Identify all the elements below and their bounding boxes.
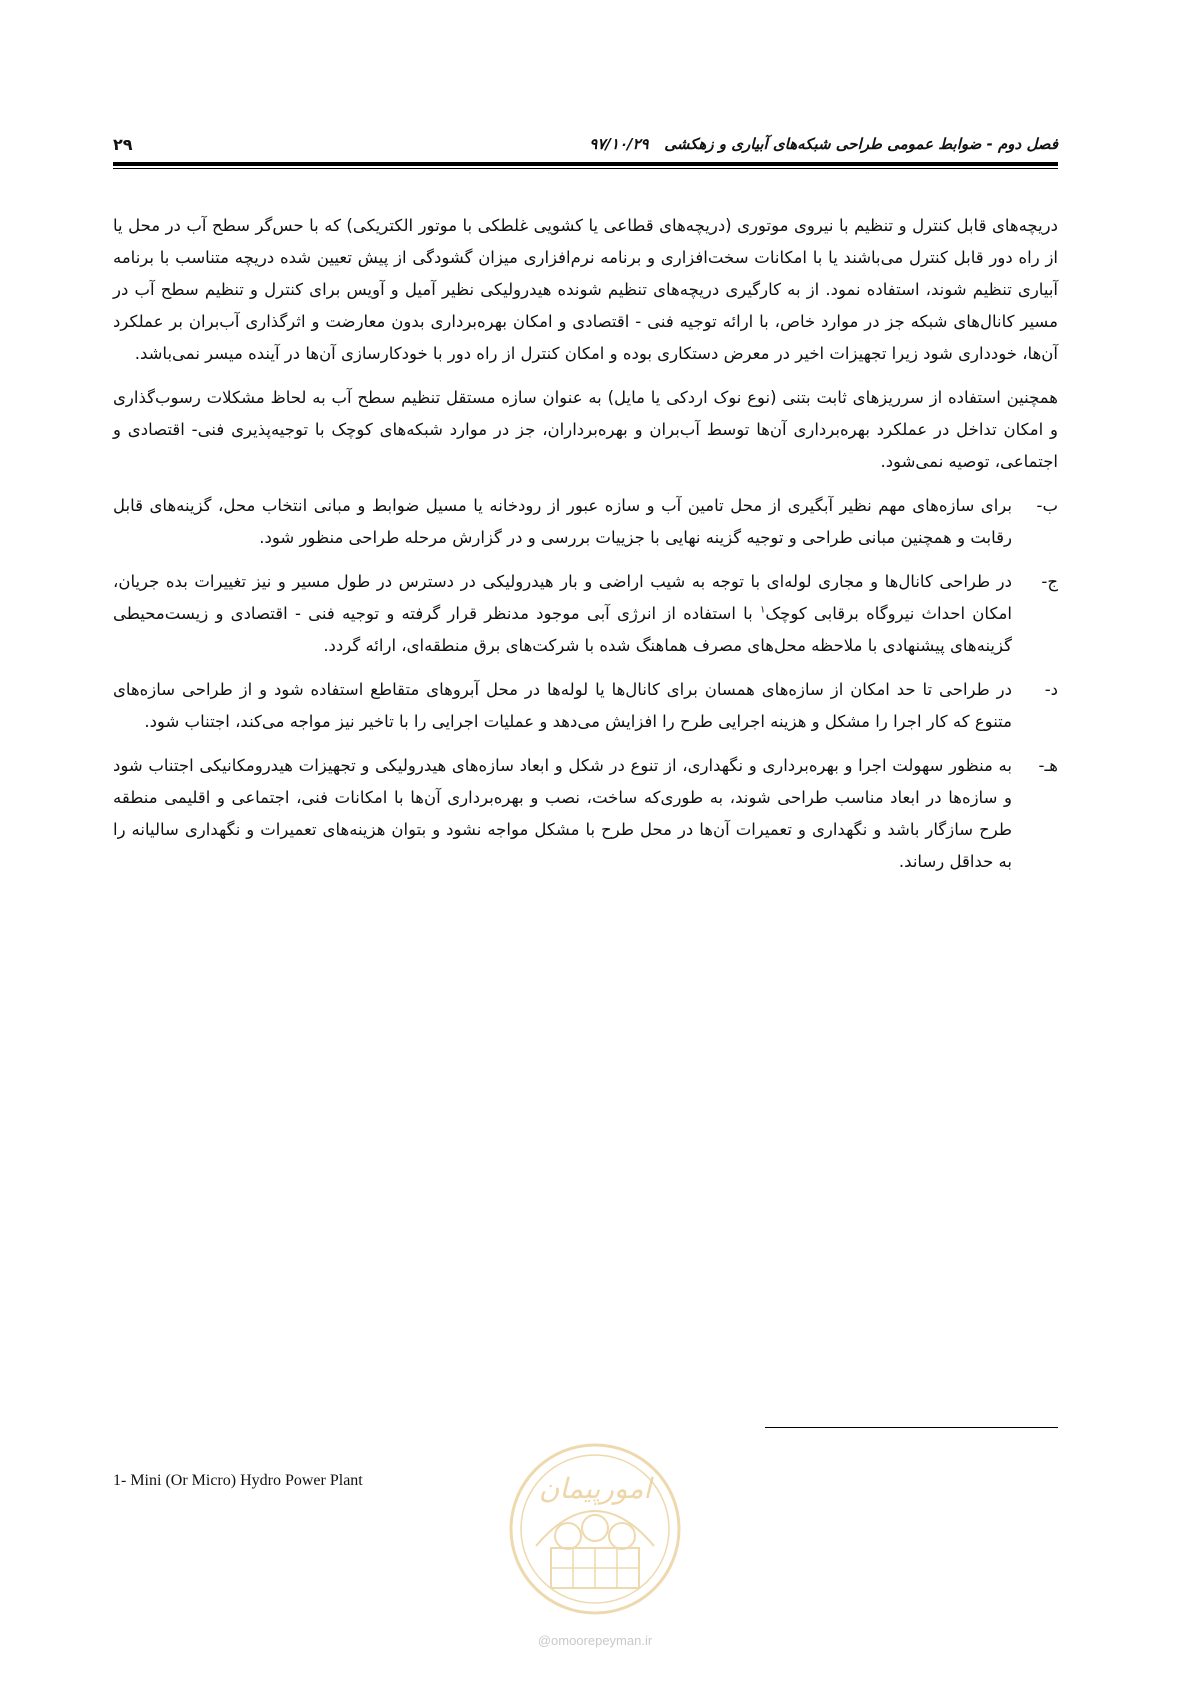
watermark-seal-icon	[506, 1436, 684, 1622]
watermark-logo-text: امورپیمان	[538, 1472, 652, 1505]
header-title: فصل دوم - ضوابط عمومی طراحی شبکه‌های آبیاری و زهکشی	[664, 135, 1058, 153]
list-item-b	[113, 490, 1058, 554]
list-item-text: در طراحی تا حد امکان از سازه‌های همسان برای کانال‌ها یا لوله‌ها در محل آبروهای متقاطع استفاده شود و از طراحی سازه‌های متنوع که کار اجرا را مشکل و هزینه اجرایی طرح را افزایش می‌دهد و عملیات اجرایی را با تاخیر نیز مواجه می‌کند، اجتناب شود.	[113, 680, 1012, 731]
paragraph-1: دریچه‌های قابل کنترل و تنظیم با نیروی موتوری (دریچه‌های قطاعی یا کشویی غلطکی با موتور الکتریکی) که با حس‌گر سطح آب در محل یا از راه دور قابل کنترل می‌باشند یا با امکانات سخت‌افزاری و برنامه نرم‌افزاری میزان گشودگی از پیش تعیین شده دریچه متناسب با برنامه آبیاری تنظیم شوند، استفاده نمود. از به کارگیری دریچه‌های تنظیم شونده هیدرولیکی نظیر آمیل و آویس برای کنترل و تنظیم سطح آب در مسیر کانال‌های شبکه جز در موارد خاص، با ارائه توجیه فنی - اقتصادی و امکان بهره‌برداری بدون معارضت و اثرگذاری آب‌بران بر عملکرد آن‌ها، خودداری شود زیرا تجهیزات اخیر در معرض دستکاری بوده و امکان کنترل از راه دور با خودکارسازی آن‌ها در آینده میسر نمی‌باشد.	[113, 216, 1058, 363]
list-item-j	[113, 566, 1058, 662]
list-item-label: د-	[1044, 680, 1058, 699]
footnote: 1- Mini (Or Micro) Hydro Power Plant	[113, 1472, 363, 1489]
list-item-label: هـ-	[1038, 756, 1058, 775]
header-title-group	[589, 135, 1058, 153]
list-item-text	[113, 566, 1012, 662]
header-rule-thin	[113, 168, 1058, 169]
body-text	[113, 210, 1058, 890]
list-item-text: برای سازه‌های مهم نظیر آبگیری از محل تامین آب و سازه عبور از رودخانه یا مسیل ضوابط و مبانی انتخاب محل، گزینه‌های قابل رقابت و همچنین مبانی طراحی و توجیه گزینه نهایی با جزییات بررسی و در گزارش مرحله طراحی منظور شود.	[113, 496, 1012, 547]
footnote-separator	[765, 1427, 1058, 1428]
watermark-logo	[506, 1436, 684, 1622]
list-item-label: ب-	[1036, 496, 1058, 515]
paragraph-2: همچنین استفاده از سرریزهای ثابت بتنی (نوع نوک اردکی یا مایل) به عنوان سازه مستقل تنظیم سطح آب به لحاظ مشکلات رسوب‌گذاری و امکان تداخل در عملکرد بهره‌برداری آن‌ها توسط آب‌بران و بهره‌برداران، جز در موارد شبکه‌های کوچک با توجیه‌پذیری فنی- اقتصادی و اجتماعی، توصیه نمی‌شود.	[113, 388, 1058, 471]
list-item-d	[113, 674, 1058, 738]
header-rule-thick	[113, 162, 1058, 166]
header-date: ۹۷/۱۰/۲۹	[589, 135, 649, 153]
list-item-text-before: در طراحی کانال‌ها و مجاری لوله‌ای با توجه به شیب اراضی و بار هیدرولیکی در دسترس در طول مسیر و نیز تغییرات بده جریان، امکان احداث نیروگاه برقابی کوچک	[113, 572, 1012, 623]
list-item-label: ج-	[1041, 572, 1058, 591]
page-number: ۲۹	[113, 134, 133, 154]
page-header	[113, 128, 1058, 160]
footnote-ref[interactable]: ۱	[759, 604, 766, 616]
list-item-text: به منظور سهولت اجرا و بهره‌برداری و نگهداری، از تنوع در شکل و ابعاد سازه‌های هیدرولیکی و تجهیزات هیدرومکانیکی اجتناب شود و سازه‌ها در ابعاد مناسب طراحی شوند، به طوری‌که ساخت، نصب و بهره‌برداری آن‌ها با امکانات فنی، اجتماعی و اقلیمی منطقه طرح سازگار باشد و نگهداری و تعمیرات آن‌ها در محل طرح با مشکل مواجه نشود و بتوان هزینه‌های تعمیرات و نگهداری سالیانه را به حداقل رساند.	[113, 756, 1012, 871]
watermark-site: @omoorepeyman.ir	[537, 1633, 653, 1648]
list-item-h	[113, 750, 1058, 878]
list-item-text-after: با استفاده از انرژی آبی موجود مدنظر قرار گرفته و توجیه فنی - اقتصادی و زیست‌محیطی گزینه‌های پیشنهادی با ملاحظه محل‌های مصرف هماهنگ شده با شرکت‌های برق منطقه‌ای، ارائه گردد.	[113, 604, 1012, 655]
